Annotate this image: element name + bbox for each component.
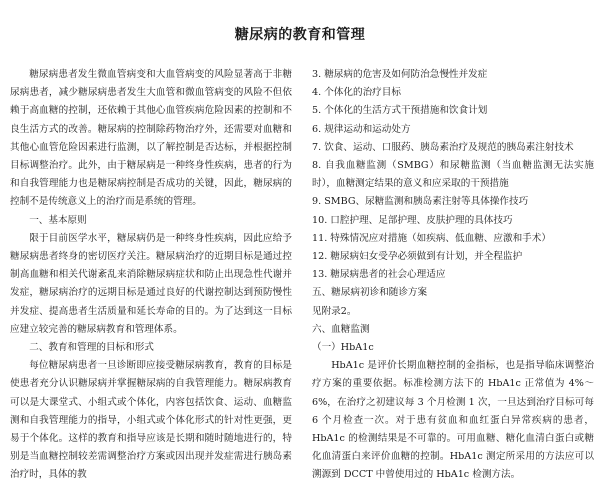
left-column [10,66,292,485]
list-item: 4. 个体化的治疗目标 [312,87,401,99]
list-item: 9. SMBG、尿糖监测和胰岛素注射等具体操作技巧 [312,196,529,208]
list-item: 11. 特殊情况应对措施（如疾病、低血糖、应激和手术） [312,232,551,244]
section-heading-initial-followup: 五、糖尿病初诊和随诊方案 [312,287,428,299]
section-heading-goals-forms: 二、教育和管理的目标和形式 [29,342,154,354]
goals-forms-paragraph: 每位糖尿病患者一旦诊断即应接受糖尿病教育，教育的目标是使患者充分认识糖尿病并掌握糖尿病的自我管理能力。糖尿病教育可以是大课堂式、小组式或个体化，内容包括饮食、运动、血糖监测和自我管理能力的指导，小组式或个体化形式的针对性更强，更易于个体化。这样的教育和指导应该是长期和随时随地进行的，特别是当血糖控制较差需调整治疗方案或因出现并发症需进行胰岛素治疗时，具体的教 [10,360,292,481]
basic-principles-paragraph: 限于目前医学水平，糖尿病仍是一种终身性疾病，因此应给予糖尿病患者终身的密切医疗关注。糖尿病治疗的近期目标是通过控制高血糖和相关代谢紊乱来消除糖尿病症状和防止出现急性代谢并发症，糖尿病治疗的远期目标是通过良好的代谢控制达到预防慢性并发症、提高患者生活质量和延长寿命的目的。为了达到这一目标应建立较完善的糖尿病教育和管理体系。 [10,232,292,335]
right-column [312,66,594,485]
section-heading-basic-principles: 一、基本原则 [29,214,87,226]
appendix-reference: 见附录2。 [312,305,357,317]
list-item: 6. 规律运动和运动处方 [312,123,411,135]
list-item: 5. 个体化的生活方式干预措施和饮食计划 [312,105,488,117]
list-item: 3. 糖尿病的危害及如何防治急慢性并发症 [312,69,488,80]
page-title: 糖尿病的教育和管理 [234,27,366,43]
list-item: 8. 自我血糖监测（SMBG）和尿糖监测（当血糖监测无法实施时），血糖测定结果的意义和应采取的干预措施 [312,160,594,190]
list-item: 12. 糖尿病妇女受孕必须做到有计划，并全程监护 [312,251,523,263]
list-item: 7. 饮食、运动、口服药、胰岛素治疗及规范的胰岛素注射技术 [312,141,574,153]
list-item: 13. 糖尿病患者的社会心理适应 [312,269,446,281]
section-heading-glucose-monitoring: 六、血糖监测 [312,323,370,335]
intro-paragraph: 糖尿病患者发生微血管病变和大血管病变的风险显著高于非糖尿病患者，减少糖尿病患者发生大血管和微血管病变的风险不但依赖于高血糖的控制，还依赖于其他心血管疾病危险因素的控制和不良生活方式的改善。糖尿病的控制除药物治疗外，还需要对血糖和其他心血管危险因素进行监测，以了解控制是否达标，并根据控制目标调整治疗。此外，由于糖尿病是一种终身性疾病，患者的行为和自我管理能力也是糖尿病控制是否成功的关键，因此，糖尿病的控制不是传统意义上的治疗而是系统的管理。 [10,69,292,208]
hba1c-paragraph: HbA1c 是评价长期血糖控制的金指标，也是指导临床调整治疗方案的重要依据。标准检测方法下的 HbA1c 正常值为 4%～6%，在治疗之初建议每 3 个月检测 1 次，一旦达到治疗目标可每 6 个月检查一次。对于患有贫血和血红蛋白异常疾病的患者，HbA1c 的检测结果是不可靠的。可用血糖、糖化血清白蛋白或糖化血清蛋白来评价血糖的控制。HbA1c 测定所采用的方法应可以溯源到 DCCT 中曾使用过的 HbA1c 检测方法。 [312,360,594,481]
list-item: 10. 口腔护理、足部护理、皮肤护理的具体技巧 [312,214,513,226]
subsection-heading-hba1c: （一）HbA1c [312,342,374,354]
